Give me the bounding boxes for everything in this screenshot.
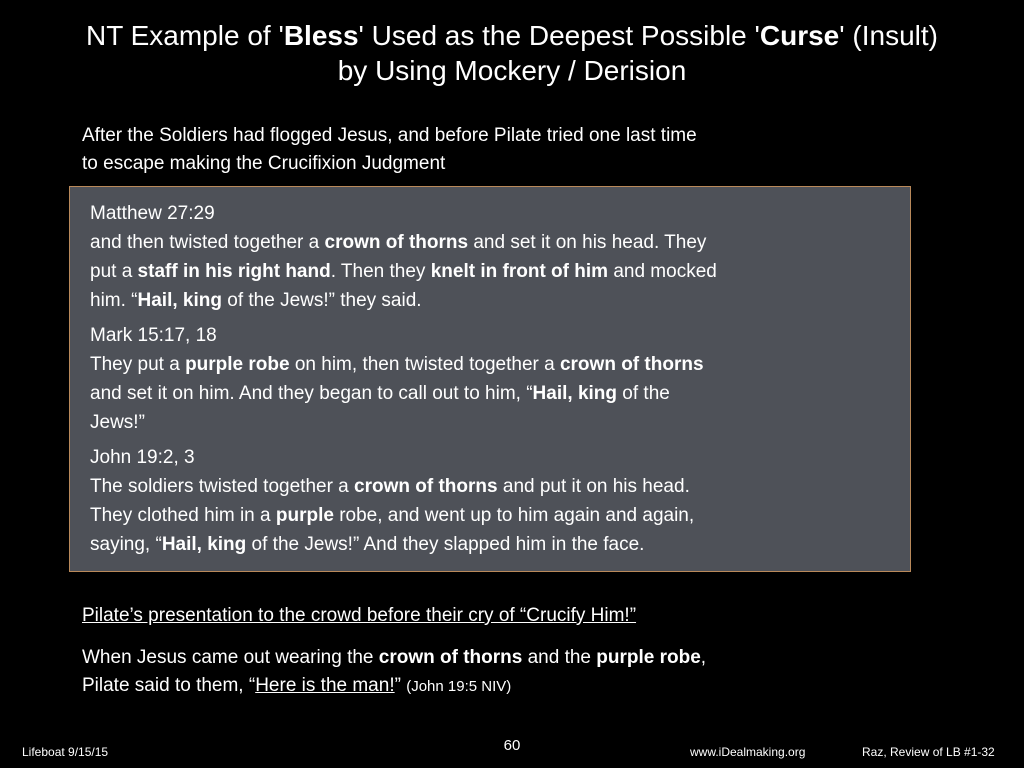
- title-curse: Curse: [759, 20, 840, 51]
- pilate-presentation: Pilate’s presentation to the crowd before their cry of “Crucify Him!” When Jesus came out wearing the crown of thorns and the purple robe, Pilate said to them, “Here is the man!” (John 19:5 NIV): [82, 602, 942, 701]
- passage-ref: John 19:2, 3: [90, 447, 195, 468]
- footer-right: Raz, Review of LB #1-32: [862, 745, 995, 759]
- title-line-2: by Using Mockery / Derision: [337, 55, 687, 86]
- here-is-the-man-quote: Here is the man!: [255, 675, 395, 696]
- presentation-heading: Pilate’s presentation to the crowd before their cry of “Crucify Him!”: [82, 605, 637, 626]
- page-number: 60: [503, 737, 521, 754]
- title-line-1: NT Example of 'Bless' Used as the Deepest Possible 'Curse' (Insult): [86, 20, 938, 51]
- footer-site: www.iDealmaking.org: [690, 745, 806, 759]
- passage-mark: Mark 15:17, 18 They put a purple robe on him, then twisted together a crown of thorns and set it on him. And they began to call out to him, “Hail, king of the Jews!”: [90, 321, 890, 437]
- intro-line-1: After the Soldiers had flogged Jesus, and before Pilate tried one last time: [82, 125, 697, 146]
- citation: (John 19:5 NIV): [406, 678, 512, 695]
- passage-matthew: Matthew 27:29 and then twisted together a crown of thorns and set it on his head. They put a staff in his right hand. Then they knelt in front of him and mocked him. “Hail, king of the Jews!” they said.: [90, 199, 890, 315]
- title-bless: Bless: [283, 20, 359, 51]
- intro-line-2: to escape making the Crucifixion Judgment: [82, 153, 446, 174]
- intro-text: [82, 122, 902, 178]
- passage-ref: Matthew 27:29: [90, 203, 215, 224]
- slide-title: [0, 18, 1024, 88]
- passage-ref: Mark 15:17, 18: [90, 325, 217, 346]
- footer-left: Lifeboat 9/15/15: [22, 745, 109, 759]
- scripture-quote-box: [69, 186, 911, 572]
- passage-john: John 19:2, 3 The soldiers twisted together a crown of thorns and put it on his head. They clothed him in a purple robe, and went up to him again and again, saying, “Hail, king of the Jews!” And they slapped him in the face.: [90, 443, 890, 559]
